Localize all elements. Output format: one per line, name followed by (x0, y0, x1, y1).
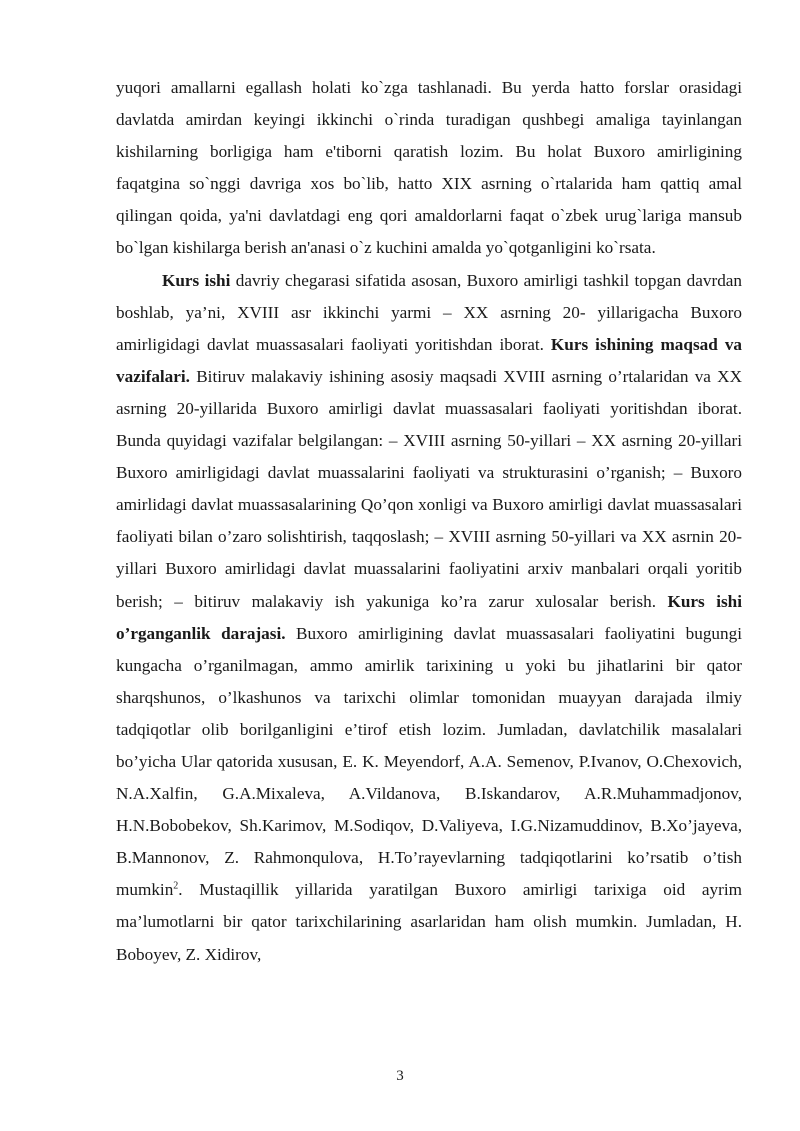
paragraph-text: . Mustaqillik yillarida yaratilgan Buxoro amirligi tarixiga oid ayrim ma’lumotlarni bir qator tarixchilarining asarlaridan ham olish mumkin. Jumladan, H. Boboyev, Z. Xidirov, (116, 880, 742, 964)
paragraph (116, 72, 742, 265)
body-text (116, 72, 742, 971)
section-heading-scope: Kurs ishi (162, 270, 231, 290)
footnote-reference[interactable]: 2 (173, 880, 179, 892)
section-heading-study: Kurs ishi o’rganganlik darajasi. (116, 591, 743, 643)
section-heading-goals: Kurs ishining maqsad va vazifalari. (116, 334, 743, 386)
paragraph-text: davriy chegarasi sifatida asosan, Buxoro amirligi tashkil topgan davrdan boshlab, ya’ni, XVIII asr ikkinchi yarmi – XX asrning 20- yillarigacha Buxoro amirligidagi davlat muassasalari faoliyati yoritishdan iborat. (116, 270, 743, 354)
paragraph-text: yuqori amallarni egallash holati ko`zga tashlanadi. Bu yerda hatto forslar orasidagi davlatda amirdan keyingi ikkinchi o`rinda turadigan qushbegi amaliga tayinlangan kishilarning borligiga ham e'tiborni qaratish lozim. Bu holat Buxoro amirligining faqatgina so`nggi davriga xos bo`lib, hatto XIX asrning o`rtalarida ham qattiq amal qilingan qoida, ya'ni davlatdagi eng qori amaldorlarni faqat o`zbek urug`lariga mansub bo`lgan kishilarga berish an'anasi o`z kuchini amalda yo`qotganligini ko`rsata. (116, 78, 742, 258)
paragraph-text: Buxoro amirligining davlat muassasalari faoliyatini bugungi kungacha o’rganilmagan, ammo amirlik tarixining u yoki bu jihatlarini bir qator sharqshunos, o’lkashunos va tarixchi olimlar tomonidan muayyan darajada ilmiy tadqiqotlar olib borilganligini e’tirof etish lozim. Jumladan, davlatchilik masalalari bo’yicha Ular qatorida xususan, E. K. Meyendorf, A.A. Semenov, P.Ivanov, O.Chexovich, N.A.Xalfin, G.A.Mixaleva, A.Vildanova, B.Iskandarov, A.R.Muhammadjonov, H.N.Bobobekov, Sh.Karimov, M.Sodiqov, D.Valiyeva, I.G.Nizamuddinov, B.Xo’jayeva, B.Mannonov, Z. Rahmonqulova, H.To’rayevlarning tadqiqotlarini ko’rsatib o’tish mumkin (116, 623, 742, 900)
paragraph (116, 265, 742, 971)
paragraph-text: Bitiruv malakaviy ishining asosiy maqsadi XVIII asrning o’rtalaridan va XX asrning 20-yillarida Buxoro amirligi davlat muassasalari faoliyati yoritishdan iborat. Bunda quyidagi vazifalar belgilangan: – XVIII asrning 50-yillari – XX asrning 20-yillari Buxoro amirligidagi davlat muassalarini faoliyati va strukturasini o’rganish; – Buxoro amirlidagi davlat muassasalarining Qo’qon xonligi va Buxoro amirligi davlat muassasalari faoliyati bilan o’zaro solishtirish, taqqoslash; – XVIII asrning 50-yillari va XX asrnin 20-yillari Buxoro amirlidagi davlat muassalarini faoliyatini arxiv manbalari orqali yoritib berish; – bitiruv malakaviy ish yakuniga ko’ra zarur xulosalar berish. (116, 366, 742, 611)
page-number: 3 (396, 1068, 404, 1084)
